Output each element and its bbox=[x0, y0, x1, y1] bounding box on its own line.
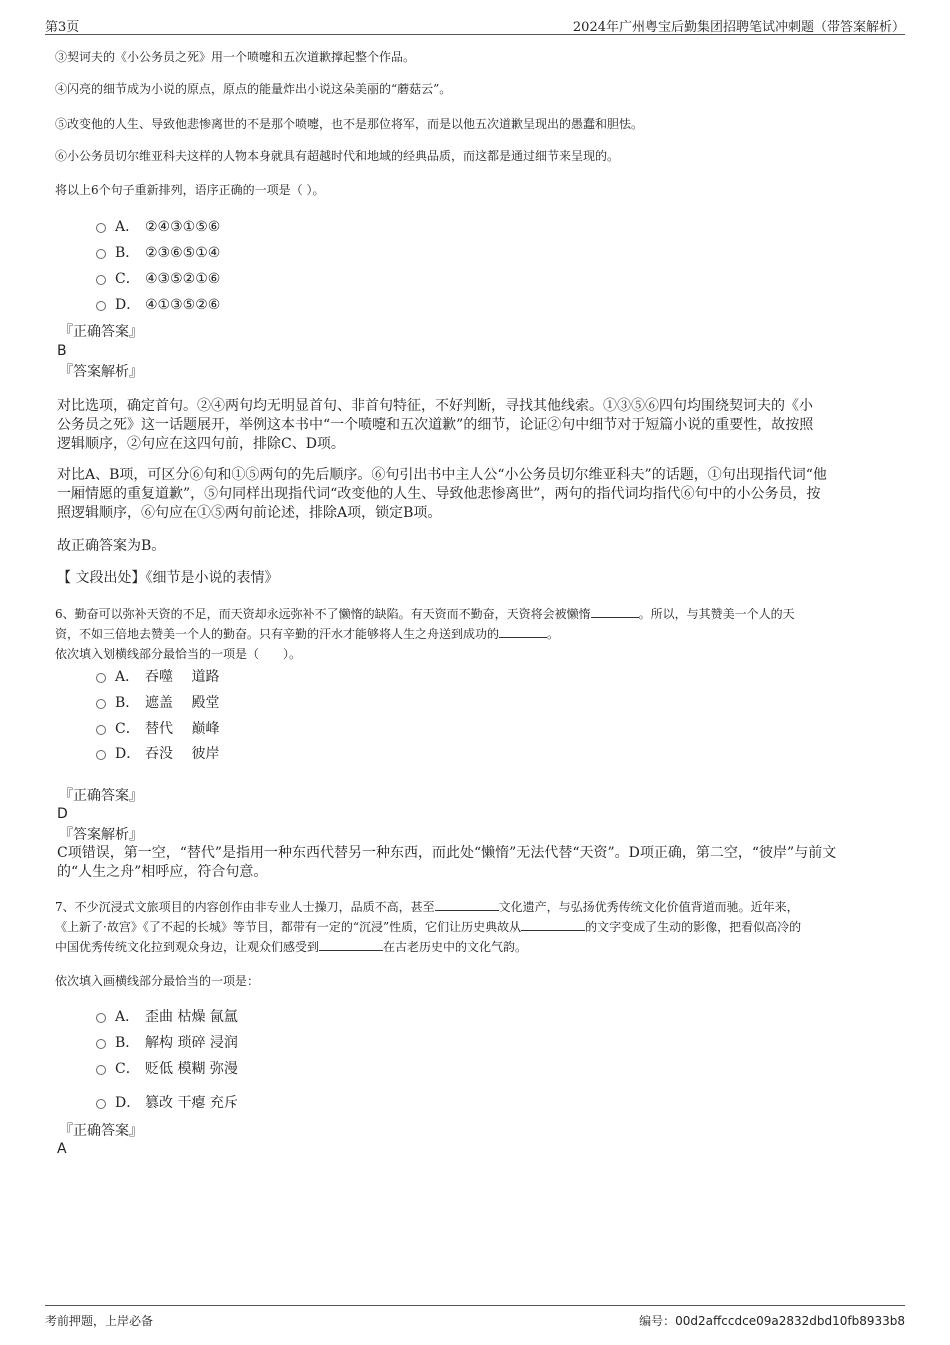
radio-icon[interactable] bbox=[96, 249, 106, 259]
answer-value: D bbox=[57, 806, 68, 822]
fill-blank bbox=[521, 918, 585, 931]
page-footer bbox=[45, 1305, 905, 1326]
fill-blank bbox=[319, 938, 383, 951]
answer-label: 『正确答案』 bbox=[59, 1123, 143, 1139]
q5-option-d[interactable]: D． ④①③⑤②⑥ bbox=[96, 294, 220, 316]
q7-option-c[interactable]: C． 贬低 模糊 弥漫 bbox=[96, 1058, 238, 1080]
q6-prompt: 依次填入划横线部分最恰当的一项是（ ）。 bbox=[55, 647, 302, 661]
answer-value: B bbox=[57, 343, 67, 359]
page-number: 第3页 bbox=[45, 20, 80, 35]
radio-icon[interactable] bbox=[96, 1065, 106, 1075]
document-code: 编号：00d2affccdce09a2832dbd10fb8933b8 bbox=[639, 1314, 905, 1328]
q7-option-a[interactable]: A． 歪曲 枯燥 氤氲 bbox=[96, 1006, 238, 1028]
analysis-label: 『答案解析』 bbox=[59, 364, 143, 380]
radio-icon[interactable] bbox=[96, 1013, 106, 1023]
fill-blank bbox=[435, 898, 499, 911]
document-title: 2024年广州粤宝后勤集团招聘笔试冲刺题（带答案解析） bbox=[572, 20, 905, 35]
q7-option-b[interactable]: B． 解构 琐碎 浸润 bbox=[96, 1032, 238, 1054]
q7-stem-line: 7、不少沉浸式文旅项目的内容创作由非专业人士操刀，品质不高，甚至 文化遗产，与弘扬优秀传统文化价值背道而驰。近年来， bbox=[55, 900, 799, 914]
radio-icon[interactable] bbox=[96, 699, 106, 709]
sentence-4: ④闪亮的细节成为小说的原点，原点的能量炸出小说这朵美丽的“蘑菇云”。 bbox=[55, 82, 452, 96]
conclusion: 故正确答案为B。 bbox=[57, 538, 166, 554]
q6-stem-line: 6、勤奋可以弥补天资的不足，而天资却永远弥补不了懒惰的缺陷。有天资而不勤奋，天资将会被懒惰 。所以，与其赞美一个人的天 bbox=[55, 607, 795, 621]
answer-label: 『正确答案』 bbox=[59, 788, 143, 804]
source-citation: 【 文段出处】《细节是小说的表情》 bbox=[57, 570, 279, 586]
analysis-paragraph: 对比选项，确定首句。②④两句均无明显首句、非首句特征，不好判断，寻找其他线索。①③⑤⑥四句均围绕契诃夫的《小 公务员之死》这一话题展开，举例这本书中“一个喷嚏和五次道歉”的细节，论证②句中细节对于短篇小说的重要性，故按照 逻辑顺序，②句应在这四句前，排除C、D项。 bbox=[57, 398, 814, 452]
q6-stem-line: 资，不如三倍地去赞美一个人的勤奋。只有辛勤的汗水才能够将人生之舟送到成功的 。 bbox=[55, 627, 560, 641]
answer-value: A bbox=[57, 1141, 67, 1157]
radio-icon[interactable] bbox=[96, 223, 106, 233]
radio-icon[interactable] bbox=[96, 275, 106, 285]
radio-icon[interactable] bbox=[96, 750, 106, 760]
radio-icon[interactable] bbox=[96, 301, 106, 311]
sentence-5: ⑤改变他的人生、导致他悲惨离世的不是那个喷嚏，也不是那位将军，而是以他五次道歉呈现出的愚蠢和胆怯。 bbox=[55, 117, 644, 131]
sentence-3: ③契诃夫的《小公务员之死》用一个喷嚏和五次道歉撑起整个作品。 bbox=[55, 50, 416, 64]
page-header bbox=[45, 14, 905, 35]
question-prompt: 将以上6个句子重新排列，语序正确的一项是（ ）。 bbox=[55, 183, 325, 197]
fill-blank bbox=[591, 605, 639, 618]
q5-option-a[interactable]: A． ②④③①⑤⑥ bbox=[96, 216, 220, 238]
q7-stem-line: 《上新了·故宫》《了不起的长城》等节目，都带有一定的“沉浸”性质，它们让历史典故从 的文字变成了生动的影像，把看似高冷的 bbox=[55, 920, 802, 934]
fill-blank bbox=[499, 625, 547, 638]
analysis-label: 『答案解析』 bbox=[59, 827, 143, 843]
answer-label: 『正确答案』 bbox=[59, 324, 143, 340]
radio-icon[interactable] bbox=[96, 1099, 106, 1109]
q7-option-d[interactable]: D． 篡改 干瘪 充斥 bbox=[96, 1092, 238, 1114]
q7-prompt: 依次填入画横线部分最恰当的一项是： bbox=[55, 974, 260, 988]
radio-icon[interactable] bbox=[96, 1039, 106, 1049]
radio-icon[interactable] bbox=[96, 725, 106, 735]
analysis-paragraph: C项错误，第一空，“替代”是指用一种东西代替另一种东西，而此处“懒惰”无法代替“天资”。D项正确，第二空，“彼岸”与前文 的“人生之舟”相呼应，符合句意。 bbox=[57, 845, 837, 880]
q6-option-b[interactable]: B． 遮盖 殿堂 bbox=[96, 692, 219, 714]
q6-option-a[interactable]: A． 吞噬 道路 bbox=[96, 666, 219, 688]
q5-option-b[interactable]: B． ②③⑥⑤①④ bbox=[96, 242, 220, 264]
q7-stem-line: 中国优秀传统文化拉到观众身边，让观众们感受到 在古老历史中的文化气韵。 bbox=[55, 940, 528, 954]
q6-option-d[interactable]: D． 吞没 彼岸 bbox=[96, 743, 219, 765]
q6-option-c[interactable]: C． 替代 巅峰 bbox=[96, 718, 219, 740]
sentence-6: ⑥小公务员切尔维亚科夫这样的人物本身就具有超越时代和地域的经典品质，而这都是通过细节来呈现的。 bbox=[55, 149, 620, 163]
analysis-paragraph: 对比A、B项，可区分⑥句和①⑤两句的先后顺序。⑥句引出书中主人公“小公务员切尔维亚科夫”的话题，①句出现指代词“他 一厢情愿的重复道歉”，⑤句同样出现指代词“改变他的人生、导致他悲惨离世”，两句的指代词均指代⑥句中的小公务员，按 照逻辑顺序，⑥句应在①⑤两句前论述，排除A项，锁定B项。 bbox=[57, 467, 827, 521]
q5-option-c[interactable]: C． ④③⑤②①⑥ bbox=[96, 268, 220, 290]
radio-icon[interactable] bbox=[96, 673, 106, 683]
footer-slogan: 考前押题，上岸必备 bbox=[45, 1314, 154, 1328]
